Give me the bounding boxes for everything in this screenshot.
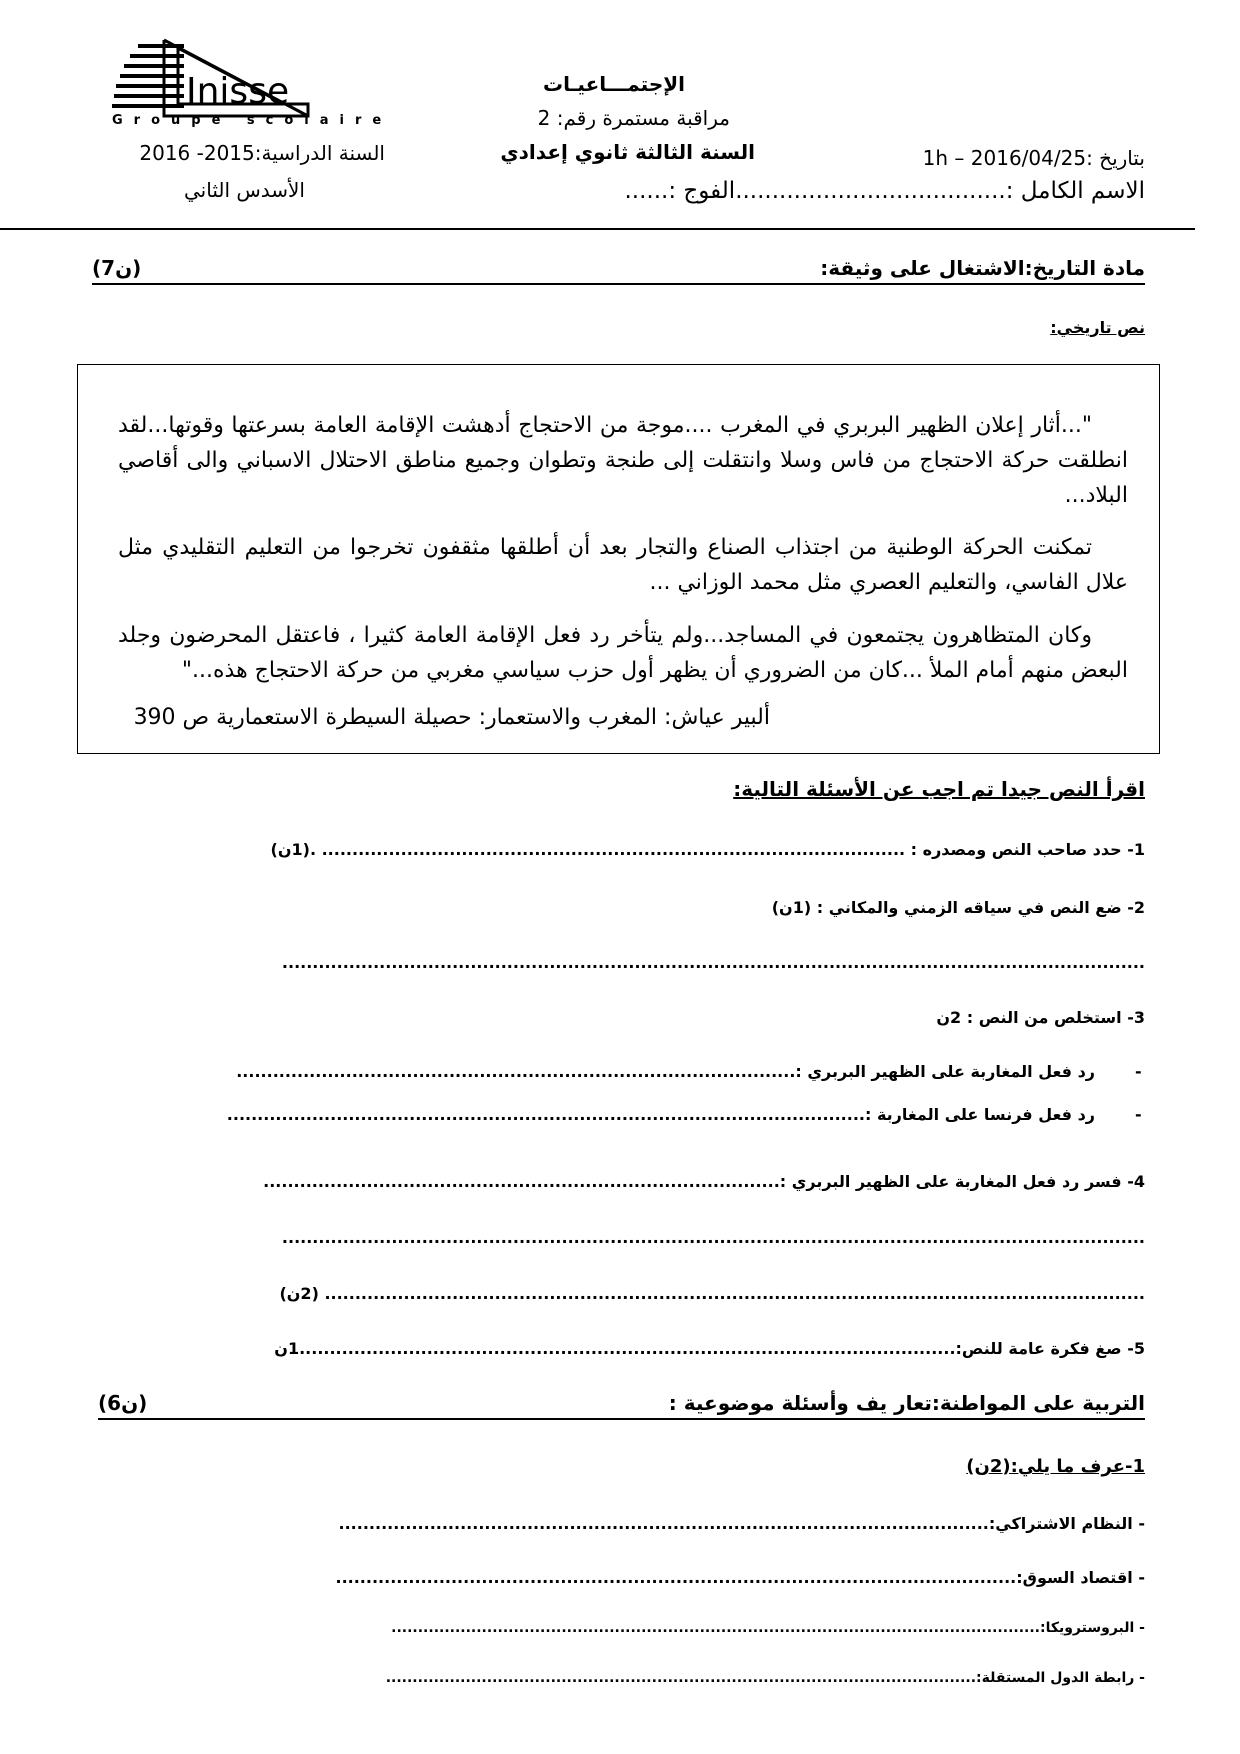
answer-line[interactable]: .............................................................................................................................................. — [281, 953, 1145, 972]
question-3: 3- استخلص من النص : 2ن — [936, 1008, 1145, 1027]
student-name-field[interactable]: الاسم الكامل :.....................................الفوج :...... — [624, 178, 1145, 204]
history-title-underline — [92, 283, 1145, 285]
doc-paragraph: تمكنت الحركة الوطنية من اجتذاب الصناع والتجار بعد أن أطلقها مثقفون تخرجوا من التعليم التقليدي مثل علال الفاسي، والتعليم العصري مثل محمد الوزاني ... — [118, 535, 1128, 595]
question-3a[interactable]: رد فعل المغاربة على الظهير البربري :............................................................................................ — [236, 1062, 1095, 1081]
bullet-icon: - — [1135, 1105, 1142, 1124]
question-2: 2- ضع النص في سياقه الزمني والمكاني : (1ن) — [771, 898, 1145, 917]
class-level: السنة الثالثة ثانوي إعدادي — [500, 140, 755, 164]
definition-item[interactable]: - النظام الاشتراكي:........................................................................................................... — [338, 1514, 1145, 1533]
answer-line[interactable]: ....................................................................................................................................... (2ن) — [279, 1284, 1145, 1303]
civics-section-points: (6ن) — [98, 1391, 148, 1415]
definition-item[interactable]: - البروسترويكا:.......................................................................................................................... — [391, 1620, 1145, 1636]
answer-line[interactable]: .............................................................................................................................................. — [281, 1228, 1145, 1247]
logo-name: Inisse — [186, 71, 290, 112]
history-section-title: مادة التاريخ:الاشتغال على وثيقة: — [820, 256, 1145, 280]
question-5[interactable]: 5- صغ فكرة عامة للنص:............................................................................................................1ن — [274, 1339, 1145, 1358]
doc-source: ألبير عياش: المغرب والاستعمار: حصيلة السيطرة الاستعمارية ص 390 — [133, 705, 770, 730]
definition-item[interactable]: - اقتصاد السوق:................................................................................................................ — [335, 1568, 1145, 1587]
doc-paragraph: وكان المتظاهرون يجتمعون في المساجد...ولم يتأخر رد فعل الإقامة العامة كثيرا ، فاعتقل المحرضون وجلد البعض منهم أمام الملأ ...كان من الضروري أن يظهر أول حزب سياسي مغربي من حركة الاحتجاج هذه..." — [118, 623, 1128, 683]
doc-paragraph: "...أثار إعلان الظهير البربري في المغرب ....موجة من الاحتجاج أدهشت الإقامة العامة بسرعتها وقوتها...لقد انطلقت حركة الاحتجاج من فاس وسلا وانتقلت إلى طنجة وتطوان وجميع مناطق الاحتلال الاسباني والى أقاصي البلاد... — [118, 413, 1128, 508]
definition-item[interactable]: - رابطة الدول المستقلة:............................................................................................................... — [385, 1670, 1145, 1686]
semester: الأسدس الثاني — [183, 178, 305, 202]
question-1[interactable]: 1- حدد صاحب النص ومصدره : ................................................................................................ .(1ن) — [270, 840, 1145, 859]
civics-title-underline — [98, 1418, 1145, 1420]
school-logo — [108, 34, 393, 130]
document-label: نص تاريخي: — [1050, 318, 1145, 337]
question-4[interactable]: 4- فسر رد فعل المغاربة على الظهير البربري :..................................................................................... — [263, 1172, 1145, 1191]
civics-section-title: التربية على المواطنة:تعار يف وأسئلة موضوعية : — [668, 1391, 1145, 1415]
bullet-icon: - — [1135, 1062, 1142, 1081]
questions-instructions: اقرأ النص جيدا تم اجب عن الأسئلة التالية: — [733, 777, 1145, 801]
civics-question-1: 1-عرف ما يلي:(2ن) — [966, 1456, 1145, 1477]
school-year: السنة الدراسية:2015- 2016 — [139, 141, 385, 165]
test-label: مراقبة مستمرة رقم: 2 — [537, 106, 730, 130]
question-3b[interactable]: رد فعل فرنسا على المغاربة :......................................................................................................... — [226, 1105, 1095, 1124]
header-divider — [0, 228, 1195, 230]
subject-title: الإجتمـــاعيـات — [542, 72, 685, 96]
history-section-points: (7ن) — [92, 256, 142, 280]
logo-tagline: Groupe scolaire — [112, 113, 393, 128]
exam-date: بتاريخ :2016/04/25 – 1h — [922, 146, 1145, 170]
